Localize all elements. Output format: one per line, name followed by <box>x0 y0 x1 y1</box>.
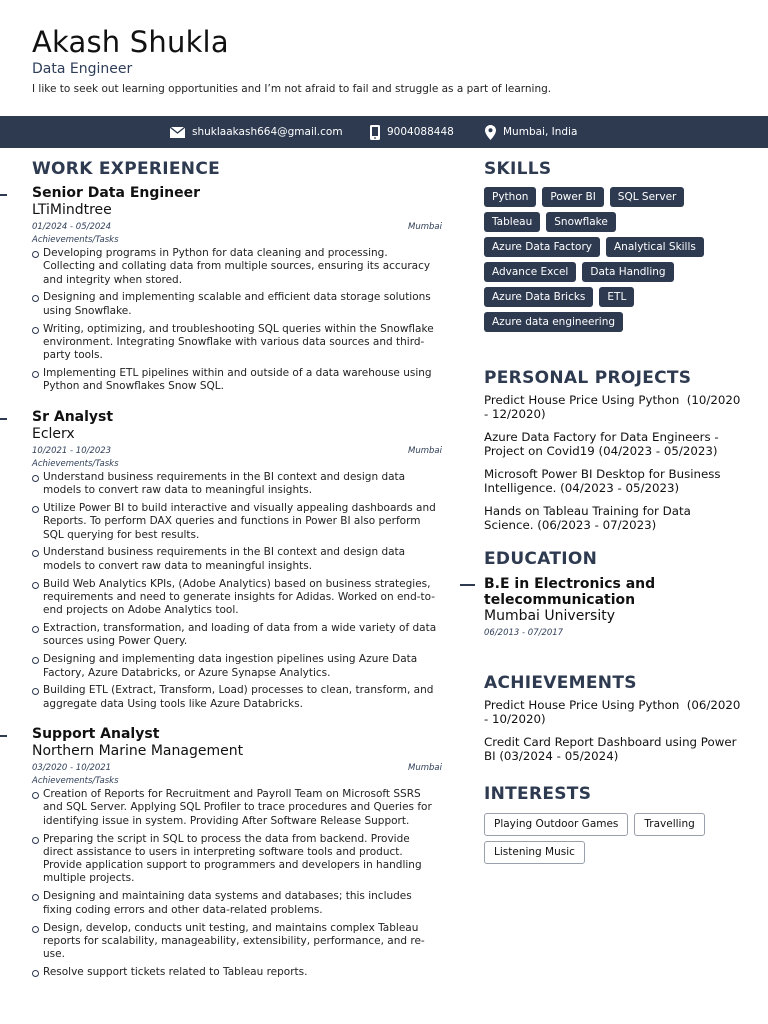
contact-bar <box>0 116 768 148</box>
task-item: Implementing ETL pipelines within and outside of a data warehouse using Python and Snowflakes Snow SQL. <box>32 367 442 394</box>
skill-tag: Advance Excel <box>484 262 576 282</box>
email-contact[interactable] <box>170 116 343 148</box>
task-item: Writing, optimizing, and troubleshooting SQL queries within the Snowflake environment. Integrating Snowflake with various data sources and third-party tools. <box>32 323 442 363</box>
job-dates: 03/2020 - 10/2021 <box>32 763 112 774</box>
job-entry <box>32 725 442 979</box>
job-meta <box>32 222 442 233</box>
job-dates: 10/2021 - 10/2023 <box>32 445 112 456</box>
achievement-item: Credit Card Report Dashboard using Power BI (03/2024 - 05/2024) <box>484 735 737 763</box>
education-dates: 06/2013 - 07/2017 <box>484 628 564 638</box>
projects-title: PERSONAL PROJECTS <box>484 368 692 388</box>
company-name: LTiMindtree <box>32 202 112 218</box>
interest-tag: Playing Outdoor Games <box>484 813 628 836</box>
skill-tag: Tableau <box>484 212 540 232</box>
location-text: Mumbai, India <box>503 126 578 138</box>
job-meta <box>32 763 442 774</box>
interest-tag: Travelling <box>634 813 704 836</box>
projects-list <box>484 394 744 532</box>
job-marker <box>0 735 7 737</box>
achievements-label: Achievements/Tasks <box>32 776 119 787</box>
company-name: Eclerx <box>32 425 75 442</box>
left-column <box>32 158 442 984</box>
job-title: Support Analyst <box>32 726 160 743</box>
achievements-label: Achievements/Tasks <box>32 458 119 469</box>
candidate-name: Akash Shukla <box>32 25 229 59</box>
summary-text: I like to seek out learning opportunities and I’m not afraid to fail and struggle as a part of learning. <box>32 83 552 95</box>
resume-header <box>32 24 752 96</box>
task-item: Design, develop, conducts unit testing, and maintains complex Tableau reports for scalability, manageability, extensibility, performance, and re-use. <box>32 922 442 962</box>
skill-tag: Analytical Skills <box>606 237 704 257</box>
task-list <box>32 247 442 394</box>
job-dates: 01/2024 - 05/2024 <box>32 222 112 232</box>
job-meta <box>32 446 442 457</box>
skill-tag: Azure data engineering <box>484 312 623 332</box>
task-item: Build Web Analytics KPIs, (Adobe Analytics) based on business strategies, requirements and need to generate insights for Adidas. Worked on end-to-end projects on Adobe Analytics tool. <box>32 578 442 618</box>
task-item: Building ETL (Extract, Transform, Load) processes to clean, transform, and aggregate data Using tools like Azure Databricks. <box>32 684 442 711</box>
skill-tag: SQL Server <box>610 187 685 207</box>
degree: B.E in Electronics and telecommunication <box>484 576 656 608</box>
skill-tag: Power BI <box>542 187 603 207</box>
project-item: Predict House Price Using Python (10/2020 - 12/2020) <box>484 393 741 421</box>
task-item: Designing and maintaining data systems and databases; this includes fixing coding errors and other data-related problems. <box>32 890 442 917</box>
task-item: Extraction, transformation, and loading of data from a wide variety of data sources using Power Query. <box>32 622 442 649</box>
task-item: Developing programs in Python for data cleaning and processing. Collecting and collating data from multiple sources, ensuring its accuracy and integrity when stored. <box>32 247 442 287</box>
phone-contact[interactable] <box>370 116 454 148</box>
job-title: Sr Analyst <box>32 408 114 425</box>
task-item: Utilize Power BI to build interactive and visually appealing dashboards and Reports. To perform DAX queries and functions in Power BI also perform SQL querying for best results. <box>32 502 442 542</box>
phone-icon <box>370 125 380 140</box>
job-location: Mumbai <box>408 222 442 232</box>
task-item: Understand business requirements in the BI context and design data models to convert raw data to meaningful insights. <box>32 546 442 573</box>
project-item: Microsoft Power BI Desktop for Business Intelligence. (04/2023 - 05/2023) <box>484 467 721 495</box>
candidate-role: Data Engineer <box>32 61 133 77</box>
job-marker <box>0 194 7 196</box>
email-text: shuklaakash664@gmail.com <box>192 126 343 138</box>
skill-tag: Data Handling <box>582 262 673 282</box>
location-contact <box>485 116 577 148</box>
job-marker <box>0 418 7 420</box>
achievement-item: Predict House Price Using Python (06/2020 - 10/2020) <box>484 698 741 726</box>
interests-title: INTERESTS <box>484 784 592 804</box>
achievements-list <box>484 699 744 763</box>
job-list <box>32 184 442 979</box>
skill-tag: Azure Data Bricks <box>484 287 593 307</box>
phone-text: 9004088448 <box>387 126 454 138</box>
skill-tag: Python <box>484 187 536 207</box>
education-title: EDUCATION <box>484 549 598 569</box>
location-pin-icon <box>485 125 496 140</box>
achievements-title: ACHIEVEMENTS <box>484 673 637 693</box>
job-location: Mumbai <box>408 445 442 456</box>
interests-list <box>484 813 724 869</box>
task-list <box>32 471 442 711</box>
school: Mumbai University <box>484 608 616 624</box>
skill-tag: Snowflake <box>546 212 616 232</box>
work-experience-title: WORK EXPERIENCE <box>32 159 221 179</box>
envelope-icon <box>170 127 185 138</box>
task-item: Understand business requirements in the BI context and design data models to convert raw data to meaningful insights. <box>32 471 442 498</box>
task-item: Resolve support tickets related to Tableau reports. <box>32 966 442 979</box>
task-item: Preparing the script in SQL to process the data from backend. Provide direct assistance to users in interpreting software tools and product. Provide application support to programmers and developers in handling multiple projects. <box>32 833 442 886</box>
skills-title: SKILLS <box>484 159 552 179</box>
job-entry <box>32 184 442 394</box>
interest-tag: Listening Music <box>484 841 585 864</box>
project-item: Hands on Tableau Training for Data Science. (06/2023 - 07/2023) <box>484 504 691 532</box>
achievements-label: Achievements/Tasks <box>32 235 119 245</box>
education-marker <box>460 584 475 586</box>
job-title: Senior Data Engineer <box>32 185 201 201</box>
company-name: Northern Marine Management <box>32 743 244 760</box>
task-item: Designing and implementing scalable and efficient data storage solutions using Snowflake. <box>32 291 442 318</box>
task-item: Designing and implementing data ingestion pipelines using Azure Data Factory, Azure Databricks, or Azure Synapse Analytics. <box>32 653 442 680</box>
task-item: Creation of Reports for Recruitment and Payroll Team on Microsoft SSRS and SQL Server. Applying SQL Profiler to trace procedures and Queries for identifying issue in system. Providing After Software Release Support. <box>32 788 442 828</box>
task-list <box>32 788 442 979</box>
education-entry <box>484 576 744 638</box>
job-location: Mumbai <box>408 763 442 774</box>
job-entry <box>32 408 442 711</box>
skill-tag: ETL <box>599 287 634 307</box>
right-column <box>484 158 744 869</box>
skill-tag: Azure Data Factory <box>484 237 600 257</box>
project-item: Azure Data Factory for Data Engineers - Project on Covid19 (04/2023 - 05/2023) <box>484 430 719 458</box>
skills-list <box>484 187 734 337</box>
